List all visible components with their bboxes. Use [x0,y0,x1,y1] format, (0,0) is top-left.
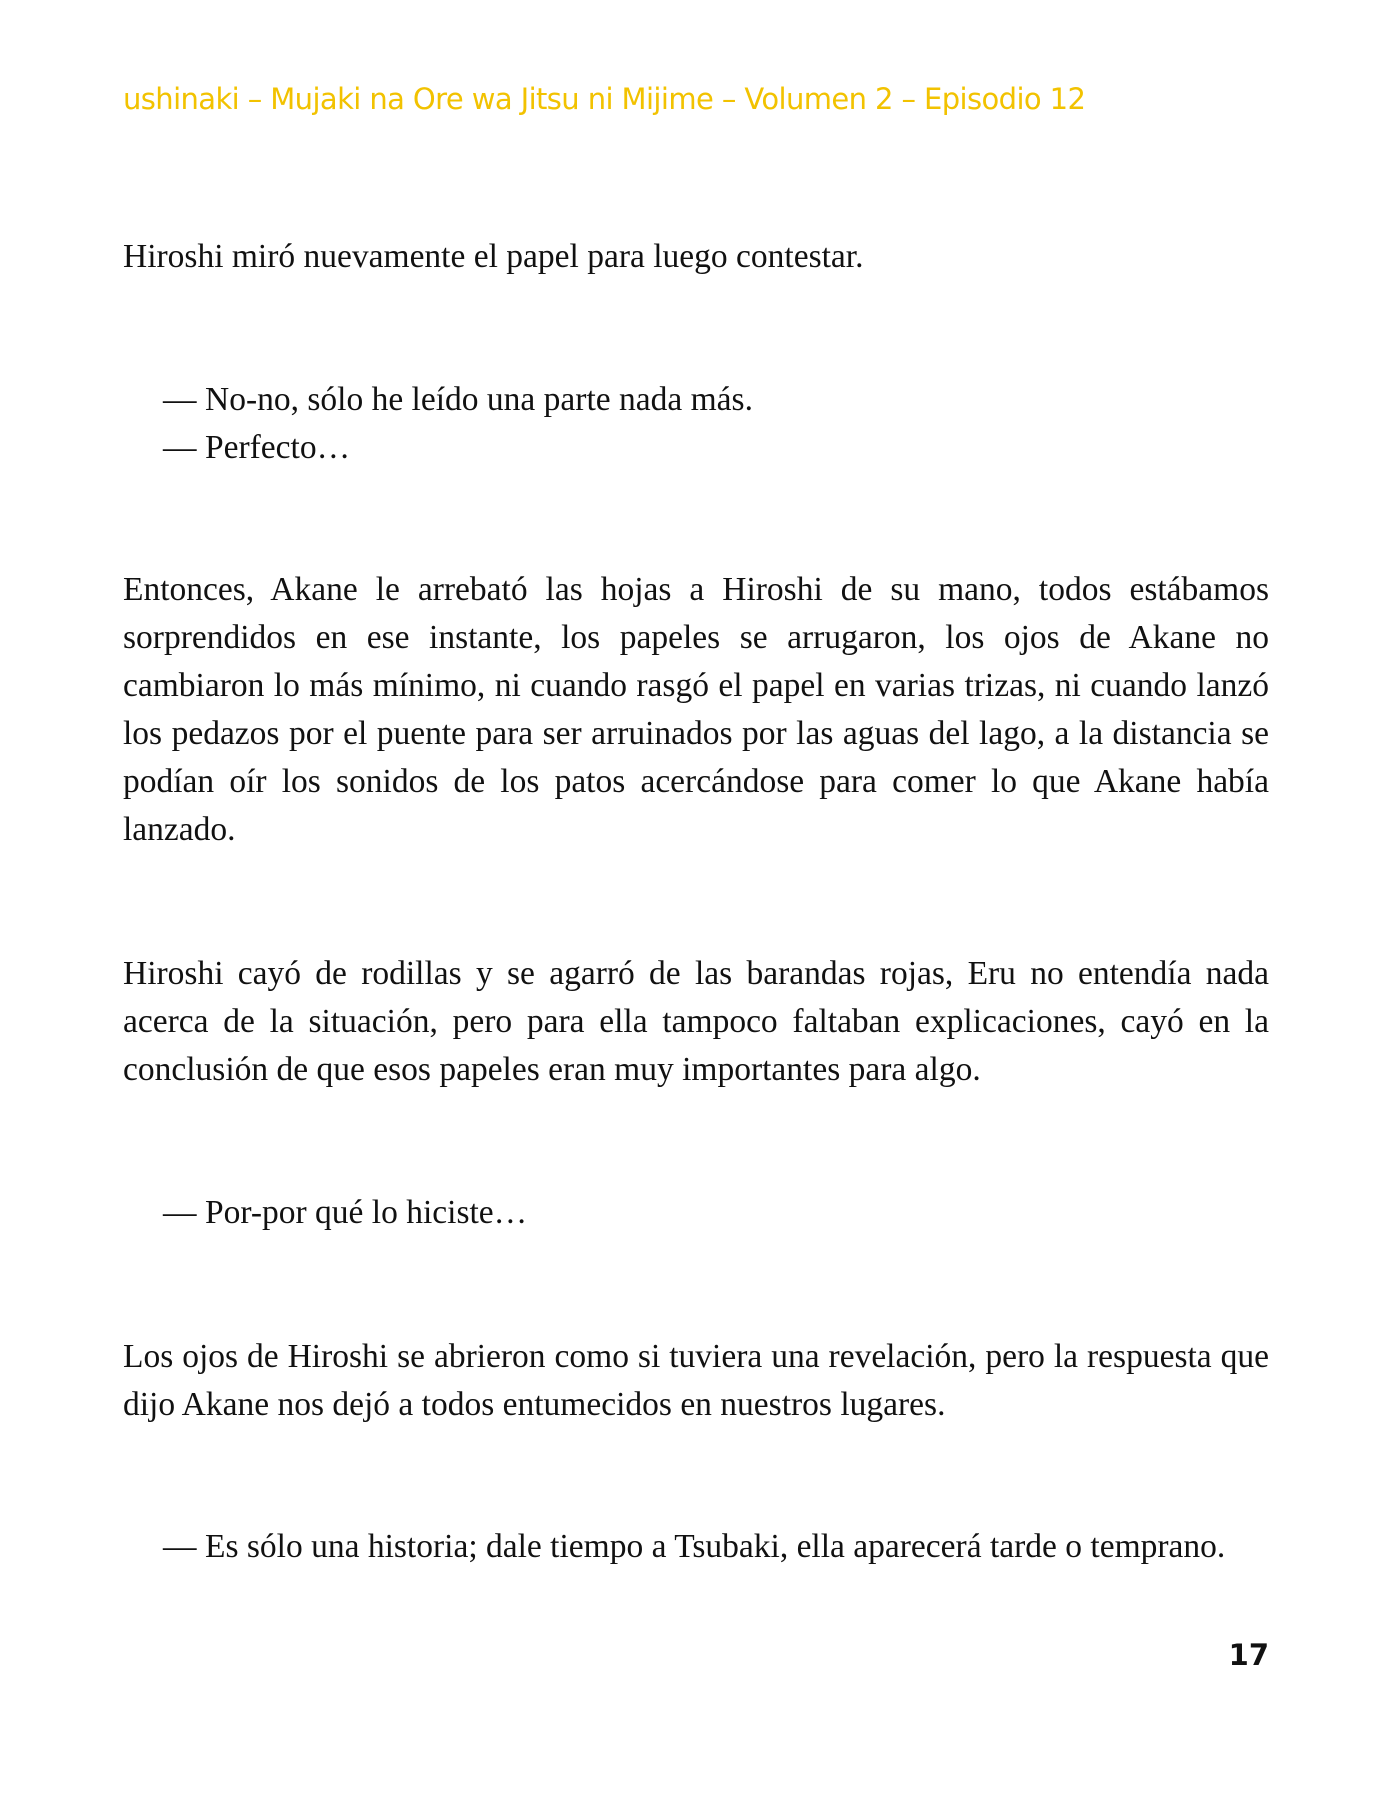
paragraph-4 [123,1333,1269,1429]
page-number: 17 [1228,1638,1269,1672]
dialogue-line [163,424,1269,472]
dialogue-block-1 [163,376,1269,472]
dialogue-line [163,1189,1269,1237]
dialogue-text: No-no, sólo he leído una parte nada más. [205,381,753,418]
dialogue-line [163,1523,1269,1571]
paragraph-2 [123,566,1269,854]
em-dash: — [163,429,197,466]
paragraph-1 [123,233,1269,281]
em-dash: — [163,1528,197,1565]
dialogue-text: Perfecto… [205,429,351,466]
dialogue-block-3 [163,1523,1269,1571]
dialogue-block-2 [163,1189,1269,1237]
em-dash: — [163,1194,197,1231]
dialogue-line [163,376,1269,424]
dialogue-text: Por-por qué lo hiciste… [205,1194,528,1231]
dialogue-text: Es sólo una historia; dale tiempo a Tsubaki, ella aparecerá tarde o temprano. [205,1528,1226,1565]
paragraph-3 [123,950,1269,1094]
paragraph-text: Hiroshi cayó de rodillas y se agarró de las barandas rojas, Eru no entendía nada acerca de la situación, pero para ella tampoco faltaban explicaciones, cayó en la conclusión de que esos papeles eran muy importantes para algo. [123,955,1269,1088]
paragraph-text: Hiroshi miró nuevamente el papel para luego contestar. [123,238,864,275]
running-header: ushinaki – Mujaki na Ore wa Jitsu ni Mijime – Volumen 2 – Episodio 12 [123,82,1086,116]
paragraph-text: Los ojos de Hiroshi se abrieron como si tuviera una revelación, pero la respuesta que dijo Akane nos dejó a todos entumecidos en nuestros lugares. [123,1338,1269,1423]
paragraph-text: Entonces, Akane le arrebató las hojas a Hiroshi de su mano, todos estábamos sorprendidos en ese instante, los papeles se arrugaron, los ojos de Akane no cambiaron lo más mínimo, ni cuando rasgó el papel en varias trizas, ni cuando lanzó los pedazos por el puente para ser arruinados por las aguas del lago, a la distancia se podían oír los sonidos de los patos acercándose para comer lo que Akane había lanzado. [123,571,1269,848]
em-dash: — [163,381,197,418]
